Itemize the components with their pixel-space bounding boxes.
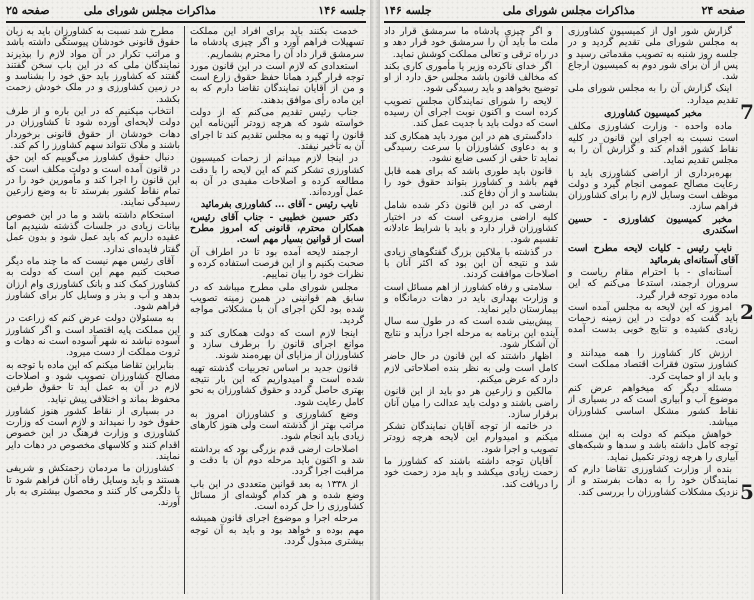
paragraph: اگر خدای ناکرده وزیر یا مأموری کاری بکند که مخالف قانون باشد مجلس حق دارد از او توضیح بخواهد و باید رسیدگی شود. [384,60,558,95]
paragraph: آستانه‌ای - با احترام مقام ریاست و سروران ارجمند، استدعا می‌کنم که این ماده مورد توجه قرار گیرد. [568,266,738,301]
paragraph: و اگر چیزی پادشاه ما سرمشق قرار داد ملت ما باید آن را سرمشق خود قرار دهد و در راه ترقی و تعالی مملکت کوشش نماید. [384,26,558,60]
left-running-head [6,3,366,23]
right-page-column-1 [568,26,738,598]
paragraph: جناب رئیس تقدیم می‌کنم که از دولت خواسته شود که هرچه زودتر آئین‌نامه این قانون را تهیه و به مجلس تقدیم کند تا اجرای آن به تأخیر نیفتد. [190,107,364,152]
paragraph: امروز که این لایحه به مجلس آمده است باید گفت که دولت در این زمینه زحمات زیادی کشیده و نتایج خوبی بدست آمده است. [568,301,738,347]
left-session-label: جلسه ۱۴۶ [318,4,366,17]
right-column-rule [562,26,563,594]
speaker-line: دکتر حسین خطیبی - جناب آقای رئیس، همکاران محترم، قانونی که امروز مطرح است از قوانین بسیار مهم است. [190,211,364,246]
paragraph: در بسیاری از نقاط کشور هنوز کشاورز حقوق خود را نمیداند و لازم است که وزارت کشاورزی و وزارت فرهنگ در این خصوص اقدام کنند و کلاسهای مخصوص در دهات دایر نمایند. [6,405,180,462]
paragraph: دادگستری هم در این مورد باید همکاری کند و به دعاوی کشاورزان با سرعت رسیدگی نماید تا حقی از کسی ضایع نشود. [384,130,558,165]
paragraph: بنده از وزارت کشاورزی تقاضا دارم که نمایندگان خود را به دهات بفرستد و از نزدیک مشکلات کشاورزان را بررسی کند. [568,463,738,498]
paragraph: مالکین و زارعین هر دو باید از این قانون راضی باشند و دولت باید عدالت را میان آنان برقرار سازد. [384,386,558,420]
paragraph: استحکام داشته باشد و ما در این خصوص بیانات زیادی در جلسات گذشته شنیدیم اما عقیده داریم که باید عمل شود و بدون عمل گفتار فایده‌ای ندارد. [6,209,180,255]
margin-mark: 5 [740,480,754,504]
paragraph: اصلاحات ارضی قدم بزرگی بود که برداشته شد و اکنون باید مرحله دوم آن با دقت و مراقبت اجرا گردد. [190,443,364,478]
paragraph: بهره‌برداری از اراضی کشاورزی باید با رعایت مصالح عمومی انجام گیرد و دولت موظف است وسایل لازم را برای کشاورزان فراهم سازد. [568,167,738,213]
left-page-column-2 [6,26,180,598]
paragraph: از ۱۳۳۸ به بعد قوانین متعددی در این باب وضع شده و هر کدام گوشه‌ای از مسائل کشاورزی را حل کرده است. [190,478,364,513]
paragraph: در خاتمه از توجه آقایان نمایندگان تشکر میکنم و امیدوارم این لایحه هرچه زودتر تصویب و اجرا شود. [384,421,558,455]
paragraph: کشاورزان ما مردمان زحمتکش و شریفی هستند و باید وسایل رفاه آنان فراهم شود تا با دلگرمی کار کنند و محصول بیشتری به بار آورند. [6,463,180,509]
paragraph: استعدادی که لازم است در این قانون مورد توجه قرار گیرد همانا حفظ حقوق زارع است و من از آقایان نمایندگان تقاضا دارم که به این ماده رأی موافق بدهند. [190,60,364,106]
paragraph: مسئله دیگر که میخواهم عرض کنم موضوع آب و آبیاری است که در بسیاری از نقاط کشور مشکل اساسی کشاورزان میباشد. [568,382,738,428]
paragraph: مطرح شد نسبت به کشاورزان باید به زبان حقوق قانونی خودشان پیوستگی داشته باشد و مراتب تکرار در آن مواد لازم را بپذیرند نمایندگان ملی که در این باب سخن گفتند گفتند که کشاورز باید حق خود را بشناسد و در زمین کشاورزی و در ملک خودش زحمت بکشد. [6,26,180,105]
signature-line: مخبر کمیسیون کشاورزی - حسین اسکندری [568,213,738,237]
paragraph: اینک گزارش آن را به مجلس شورای ملی تقدیم میدارد. [568,83,738,106]
right-running-head [384,3,745,23]
paragraph: ماده واحده - وزارت کشاورزی مکلف است نسبت به اجرای این قانون در کلیه نقاط کشور اقدام کند و گزارش آن را به مجلس تقدیم نماید. [568,121,738,167]
paragraph: قانون باید طوری باشد که برای همه قابل فهم باشد و کشاورز بتواند حقوق خود را بشناسد و از آن دفاع کند. [384,165,558,200]
right-page-column-2 [384,26,558,598]
left-column-rule [184,26,185,594]
left-page-label: صفحه ۲۵ [6,4,50,17]
paragraph: اینجا لازم است که دولت همکاری کند و موانع اجرای قانون را برطرف سازد و کشاورزان از مزایای آن بهره‌مند شوند. [190,327,364,362]
paragraph: خواهش میکنم که دولت به این مسئله توجه کامل داشته باشد و سدها و شبکه‌های آبیاری را هرچه زودتر تکمیل نماید. [568,429,738,463]
paragraph: مجلس شورای ملی مطرح میباشد که در سابق هم قوانینی در همین زمینه تصویب شده بود لکن اجرای آن با مشکلاتی مواجه گردید. [190,281,364,327]
paragraph: آقای رئیس مهم نیست که ما چند ماه دیگر صحبت کنیم مهم این است که دولت به کشاورز کمک کند و بانک کشاورزی وام ارزان بدهد و آب و بذر و وسایل کار برای کشاورز فراهم شود. [6,255,180,313]
paragraph: سلامتی و رفاه کشاورز از اهم مسائل است و وزارت بهداری باید در دهات درمانگاه و بیمارستان دایر نماید. [384,281,558,316]
paragraph: لایحه را شورای نمایندگان مجلس تصویب کرده است و اکنون نوبت اجرای آن رسیده است که دولت باید با جدیت عمل کند. [384,95,558,130]
paragraph: قانون جدید بر اساس تجربیات گذشته تهیه شده است و امیدواریم که این بار نتیجه بهتری حاصل گردد و حقوق کشاورزان به نحو کامل رعایت شود. [190,362,364,408]
paragraph: ارزش کار کشاورز را همه میدانند و کشاورز ستون فقرات اقتصاد مملکت است و باید از او حمایت کرد. [568,348,738,382]
right-session-label: جلسه ۱۴۶ [384,4,432,17]
paragraph: انتخاب میکنیم که در این باره و از طرف دولت لایحه‌ای آورده شود تا کشاورزان در دهات خودشان از حقوق قانونی برخوردار باشند و ملاک نتواند سهم کشاورز را کم کند. [6,106,180,151]
section-heading: مخبر کمیسیون کشاورزی [604,108,702,120]
speaker-line: نایب رئیس - آقای ... کشاورزی بفرمائید [200,199,358,211]
paragraph: بنابراین تقاضا میکنم که این ماده با توجه به مصالح کشاورزان تصویب شود و اصلاحات لازم در آن به عمل آید تا حقوق طرفین محفوظ بماند و اختلافی پیش نیاید. [6,359,180,405]
paragraph: آقایان توجه داشته باشند که کشاورز ما زحمت زیادی میکشد و باید مزد زحمت خود را دریافت کند. [384,455,558,490]
paragraph: در اینجا لازم میدانم از زحمات کمیسیون کشاورزی تشکر کنم که این لایحه را با دقت مطالعه کرده و اصلاحات مفیدی در آن به عمل آورده‌اند. [190,153,364,199]
right-page-label: صفحه ۲۴ [701,4,745,17]
paragraph: اظهار داشتند که این قانون در حال حاضر کامل است ولی به نظر بنده اصلاحاتی لازم دارد که عرض میکنم. [384,351,558,385]
speaker-line: نایب رئیس - کلیات لایحه مطرح است آقای آستانه‌ای بفرمائید [568,243,738,266]
left-journal-title: مذاکرات مجلس شورای ملی [83,4,216,17]
paragraph: به مسئولان دولت عرض کنم که زراعت در این مملکت پایه اقتصاد است و اگر کشاورز آسوده نباشد نه شهر آسوده است نه دهات و ثروت مملکت از دست میرود. [6,313,180,359]
paragraph: گزارش شور اول از کمیسیون کشاورزی به مجلس شورای ملی تقدیم گردید و در جلسه روز شنبه به تصویب مقدماتی رسید و پس از آن برای شور دوم به کمیسیون ارجاع شد. [568,26,738,83]
left-page [0,0,372,600]
paragraph: در گذشته با ملاکین بزرگ گفتگوهای زیادی شد و نتیجه آن این بود که اکثر آنان با اصلاحات موافقت کردند. [384,246,558,281]
paragraph: مرحله اجرا و موضوع اجرای قانون همیشه مهم بوده و خواهد بود و باید به آن توجه بیشتری مبذول گردد. [190,513,364,548]
margin-mark: 2 [740,300,754,324]
paragraph: خدمت بکنند باید برای افراد این مملکت تسهیلات فراهم آورد و اگر چیزی پادشاه ما سرمشق قرار داد آن را محترم بشماریم. [190,26,364,60]
paragraph: ارضی که در این قانون ذکر شده شامل کلیه اراضی مزروعی است که در اختیار کشاورزان قرار دارد و باید با شرایط عادلانه تقسیم شود. [384,200,558,246]
paragraph: پیش‌بینی شده است که در طول سه سال آینده این برنامه به مرحله اجرا درآید و نتایج آن آشکار شود. [384,316,558,351]
paragraph: ارجمند لایحه آمده بود تا در اطراف آن صحبت بکنیم و از این فرصت استفاده کرده و نظرات خود را بیان نماییم. [190,246,364,281]
right-page [378,0,754,600]
margin-mark: 7 [740,100,754,124]
paragraph: وضع کشاورزی و کشاورزان امروز به مراتب بهتر از گذشته است ولی هنوز کارهای زیادی باید انجام شود. [190,408,364,443]
left-page-column-1 [190,26,364,598]
paragraph: دنبال حقوق کشاورز می‌گوییم که این حق در قانون آمده است و دولت مکلف است که این قانون را اجرا کند و مأمورین خود را در تمام نقاط کشور بفرستد تا به وضع زارعین رسیدگی نمایند. [6,152,180,209]
right-journal-title: مذاکرات مجلس شورای ملی [502,4,635,17]
